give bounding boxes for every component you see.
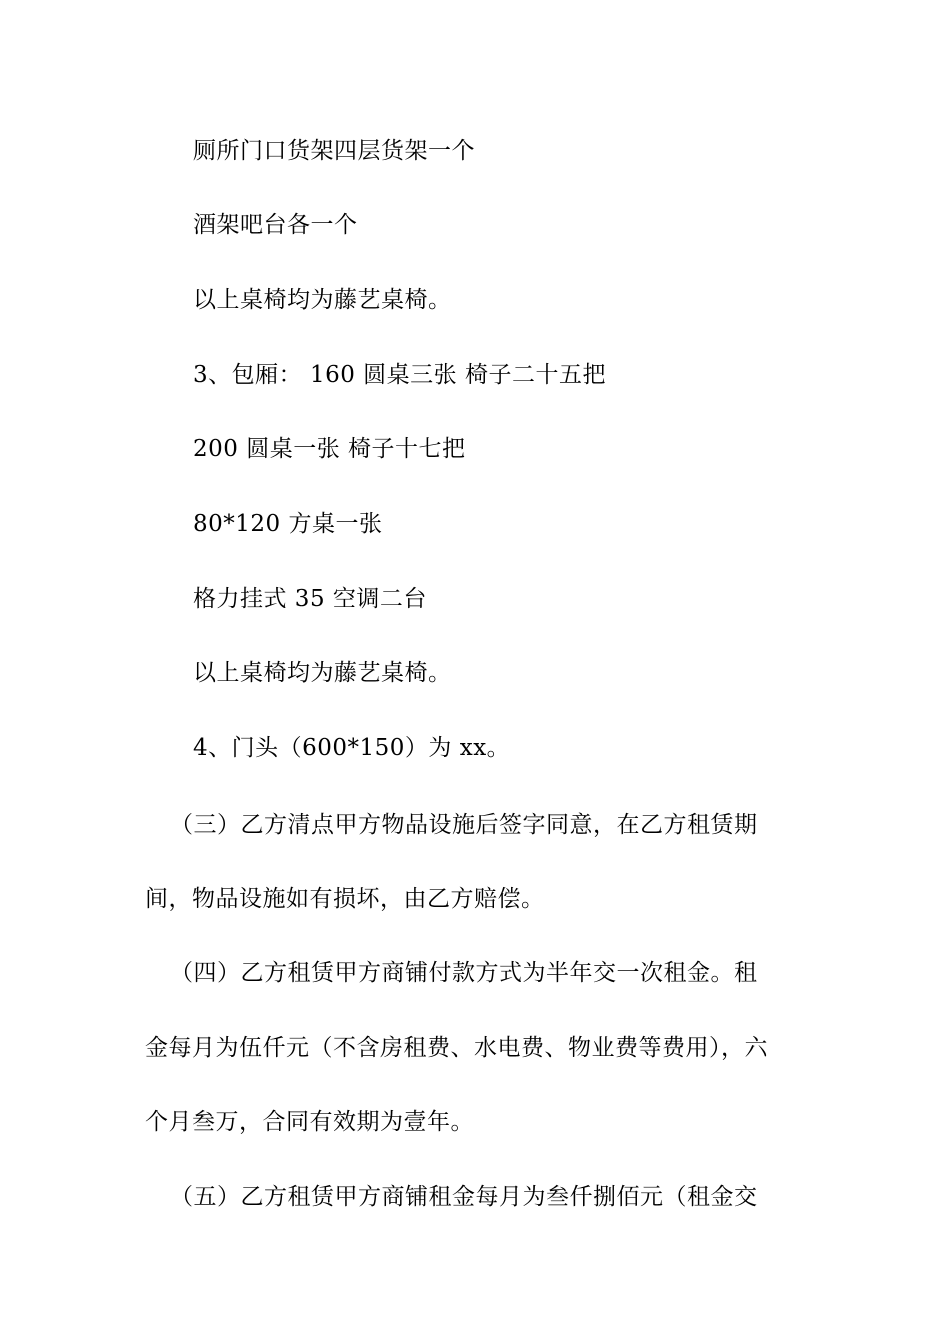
- text-line-clause-4-middle: 金每月为伍仟元（不含房租费、水电费、物业费等费用），六: [145, 1035, 768, 1061]
- text-line-round-table-200: 200 圆桌一张 椅子十七把: [193, 436, 466, 462]
- text-line-rattan-note-2: 以上桌椅均为藤艺桌椅。: [193, 660, 452, 686]
- text-line-clause-3-end: 间，物品设施如有损坏，由乙方赔偿。: [145, 886, 545, 912]
- text-line-clause-3-start: （三）乙方清点甲方物品设施后签字同意，在乙方租赁期: [170, 812, 758, 838]
- text-line-rattan-note-1: 以上桌椅均为藤艺桌椅。: [193, 287, 452, 313]
- text-line-clause-4-end: 个月叁万，合同有效期为壹年。: [145, 1109, 474, 1135]
- text-line-shelf: 厕所门口货架四层货架一个: [193, 138, 475, 164]
- text-line-clause-4-start: （四）乙方租赁甲方商铺付款方式为半年交一次租金。租: [170, 960, 758, 986]
- text-line-wine-rack: 酒架吧台各一个: [193, 212, 358, 238]
- text-line-private-room: 3、包厢： 160 圆桌三张 椅子二十五把: [193, 362, 606, 388]
- text-line-door-sign: 4、门头（600*150）为 xx。: [193, 735, 511, 761]
- text-line-air-conditioner: 格力挂式 35 空调二台: [193, 586, 427, 612]
- text-line-square-table: 80*120 方桌一张: [193, 511, 383, 537]
- text-line-clause-5-start: （五）乙方租赁甲方商铺租金每月为叁仟捌佰元（租金交: [170, 1184, 758, 1210]
